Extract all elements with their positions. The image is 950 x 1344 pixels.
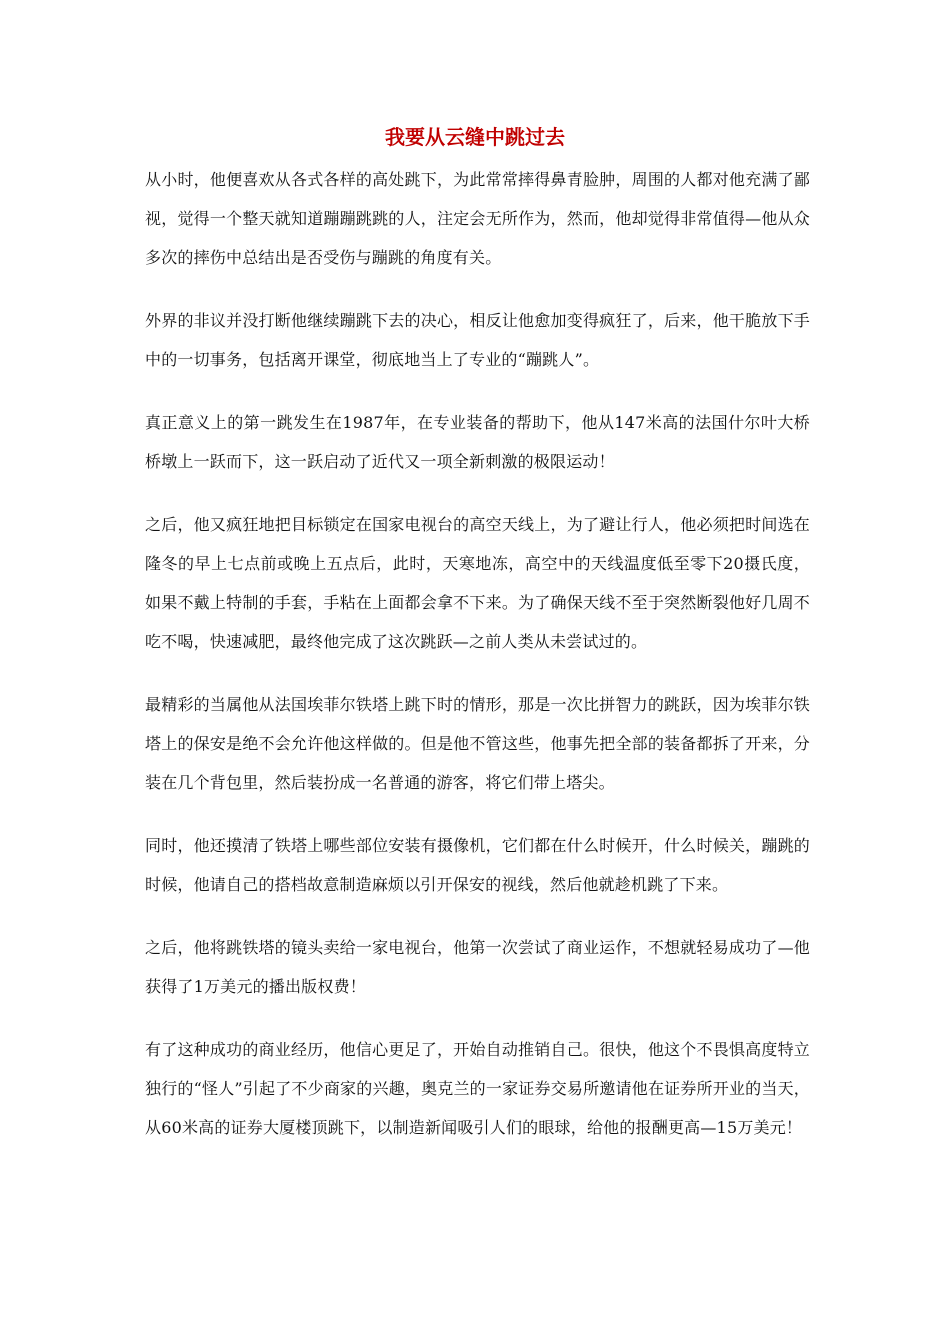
paragraph-1: 从小时，他便喜欢从各式各样的高处跳下，为此常常摔得鼻青脸肿，周围的人都对他充满了鄙视，觉得一个整天就知道蹦蹦跳跳的人，注定会无所作为，然而，他却觉得非常值得—他从众多次的摔伤中总结出是否受伤与蹦跳的角度有关。 (145, 170, 810, 267)
paragraph-3: 真正意义上的第一跳发生在1987年，在专业装备的帮助下，他从147米高的法国什尔叶大桥桥墩上一跃而下，这一跃启动了近代又一项全新刺激的极限运动！ (145, 413, 810, 471)
article-body (145, 160, 810, 1171)
paragraph-5: 最精彩的当属他从法国埃菲尔铁塔上跳下时的情形，那是一次比拼智力的跳跃，因为埃菲尔铁塔上的保安是绝不会允许他这样做的。但是他不管这些，他事先把全部的装备都拆了开来，分装在几个背包里，然后装扮成一名普通的游客，将它们带上塔尖。 (145, 695, 810, 792)
paragraph-2: 外界的非议并没打断他继续蹦跳下去的决心，相反让他愈加变得疯狂了，后来，他干脆放下手中的一切事务，包括离开课堂，彻底地当上了专业的“蹦跳人”。 (145, 311, 810, 369)
document-title: 我要从云缝中跳过去 (385, 125, 565, 149)
paragraph-4: 之后，他又疯狂地把目标锁定在国家电视台的高空天线上，为了避让行人，他必须把时间选在隆冬的早上七点前或晚上五点后，此时，天寒地冻，高空中的天线温度低至零下20摄氏度，如果不戴上特制的手套，手粘在上面都会拿不下来。为了确保天线不至于突然断裂他好几周不吃不喝，快速减肥，最终他完成了这次跳跃—之前人类从未尝试过的。 (145, 515, 810, 651)
paragraph-8: 有了这种成功的商业经历，他信心更足了，开始自动推销自己。很快，他这个不畏惧高度特立独行的“怪人”引起了不少商家的兴趣，奥克兰的一家证券交易所邀请他在证券所开业的当天，从60米高的证券大厦楼顶跳下，以制造新闻吸引人们的眼球，给他的报酬更高—15万美元！ (145, 1040, 810, 1137)
paragraph-6: 同时，他还摸清了铁塔上哪些部位安装有摄像机，它们都在什么时候开，什么时候关，蹦跳的时候，他请自己的搭档故意制造麻烦以引开保安的视线，然后他就趁机跳了下来。 (145, 836, 810, 894)
paragraph-7: 之后，他将跳铁塔的镜头卖给一家电视台，他第一次尝试了商业运作，不想就轻易成功了—他获得了1万美元的播出版权费！ (145, 938, 810, 996)
